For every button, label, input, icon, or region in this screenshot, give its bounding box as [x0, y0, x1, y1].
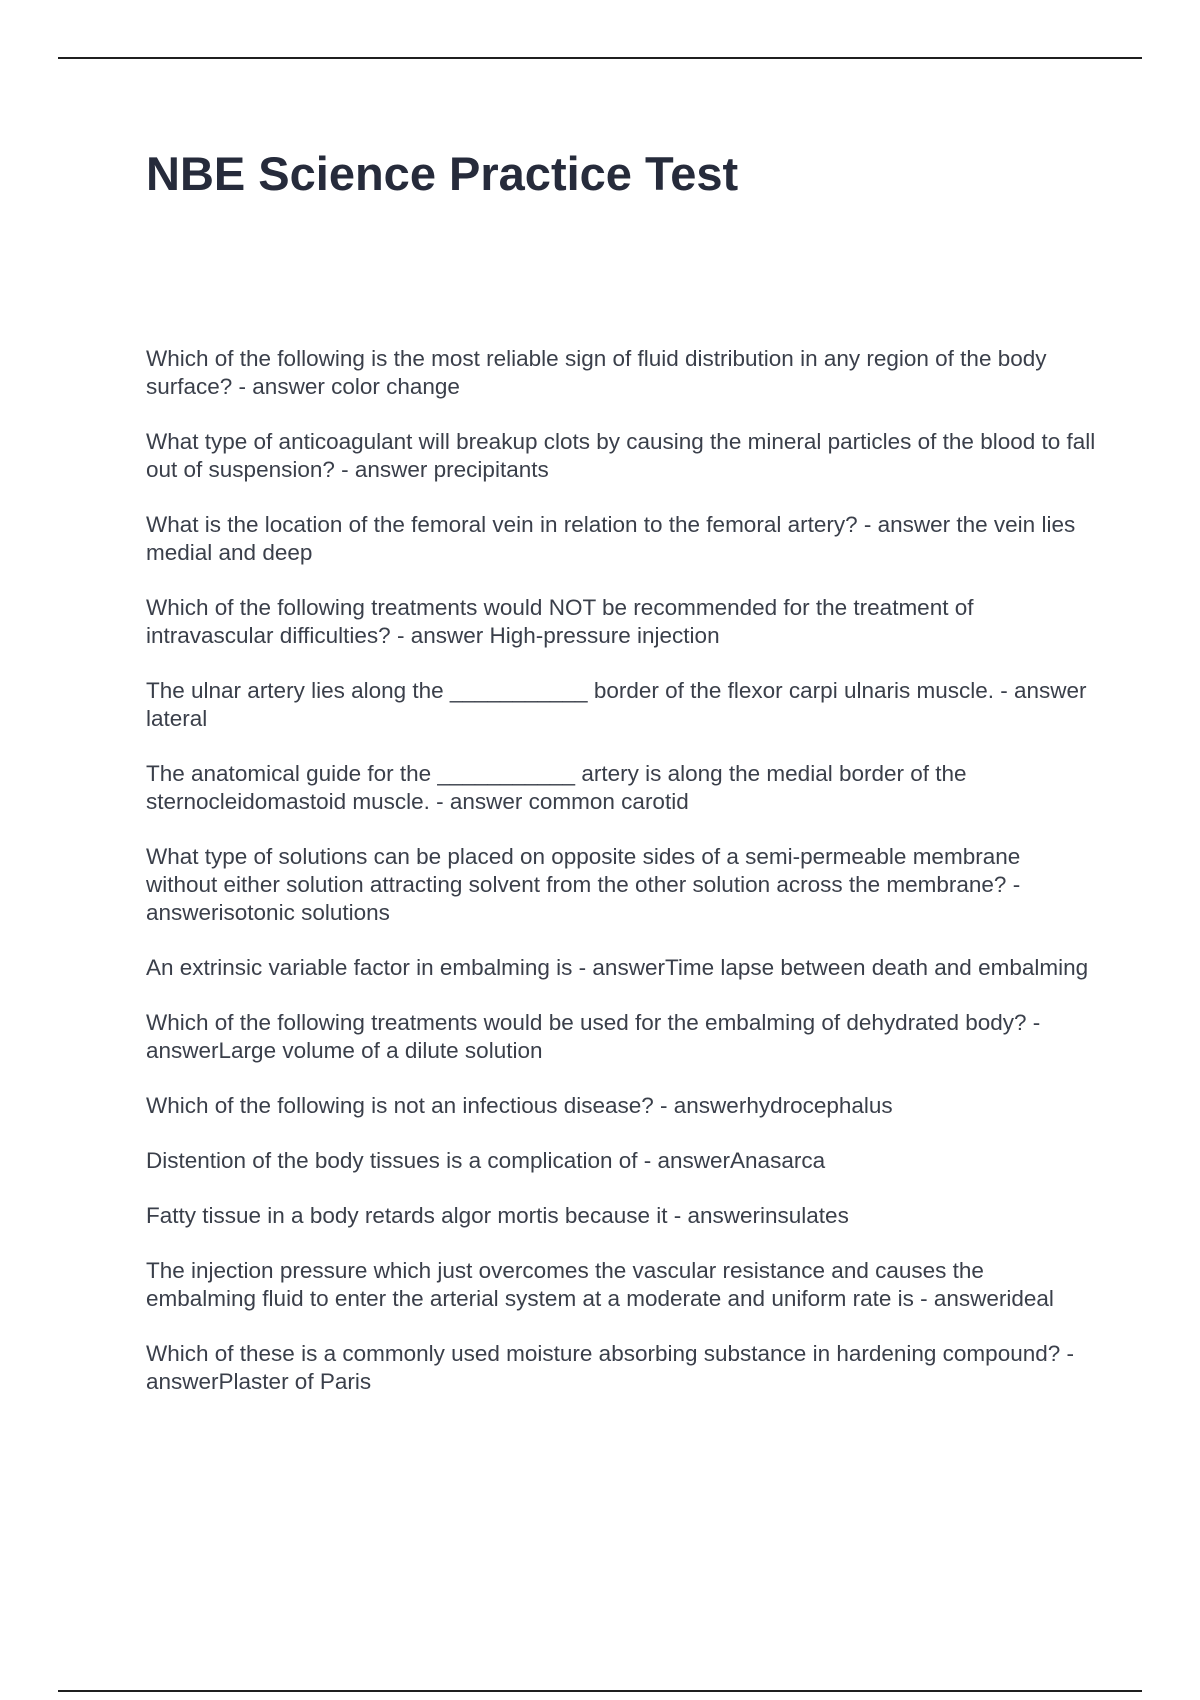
- question-item: Which of the following treatments would NOT be recommended for the treatment of intravascular difficulties? - answer High-pressure injection: [146, 595, 974, 648]
- question-item: Which of the following is the most reliable sign of fluid distribution in any region of the body surface? - answer color change: [146, 346, 1047, 399]
- question-item: Which of the following treatments would be used for the embalming of dehydrated body? - answerLarge volume of a dilute solution: [146, 1010, 1041, 1063]
- document-body: [146, 140, 1096, 1423]
- question-item: What is the location of the femoral vein in relation to the femoral artery? - answer the vein lies medial and deep: [146, 512, 1076, 565]
- bottom-divider: [58, 1690, 1142, 1692]
- question-item: What type of anticoagulant will breakup clots by causing the mineral particles of the blood to fall out of suspension? - answer precipitants: [146, 429, 1096, 482]
- question-item: The ulnar artery lies along the ___________ border of the flexor carpi ulnaris muscle. - answer lateral: [146, 678, 1087, 731]
- question-item: What type of solutions can be placed on opposite sides of a semi-permeable membrane without either solution attracting solvent from the other solution across the membrane? - answerisotonic solutions: [146, 844, 1021, 925]
- question-item: Distention of the body tissues is a complication of - answerAnasarca: [146, 1148, 826, 1173]
- question-item: The injection pressure which just overcomes the vascular resistance and causes the embalming fluid to enter the arterial system at a moderate and uniform rate is - answerideal: [146, 1258, 1054, 1311]
- question-item: An extrinsic variable factor in embalming is - answerTime lapse between death and embalming: [146, 955, 1089, 980]
- question-item: Which of the following is not an infectious disease? - answerhydrocephalus: [146, 1093, 893, 1118]
- page-title: NBE Science Practice Test: [146, 147, 739, 200]
- question-item: The anatomical guide for the ___________ artery is along the medial border of the sternocleidomastoid muscle. - answer common carotid: [146, 761, 967, 814]
- question-item: Which of these is a commonly used moisture absorbing substance in hardening compound? - answerPlaster of Paris: [146, 1341, 1075, 1394]
- top-divider: [58, 57, 1142, 59]
- question-list: [146, 345, 1096, 1396]
- question-item: Fatty tissue in a body retards algor mortis because it - answerinsulates: [146, 1203, 849, 1228]
